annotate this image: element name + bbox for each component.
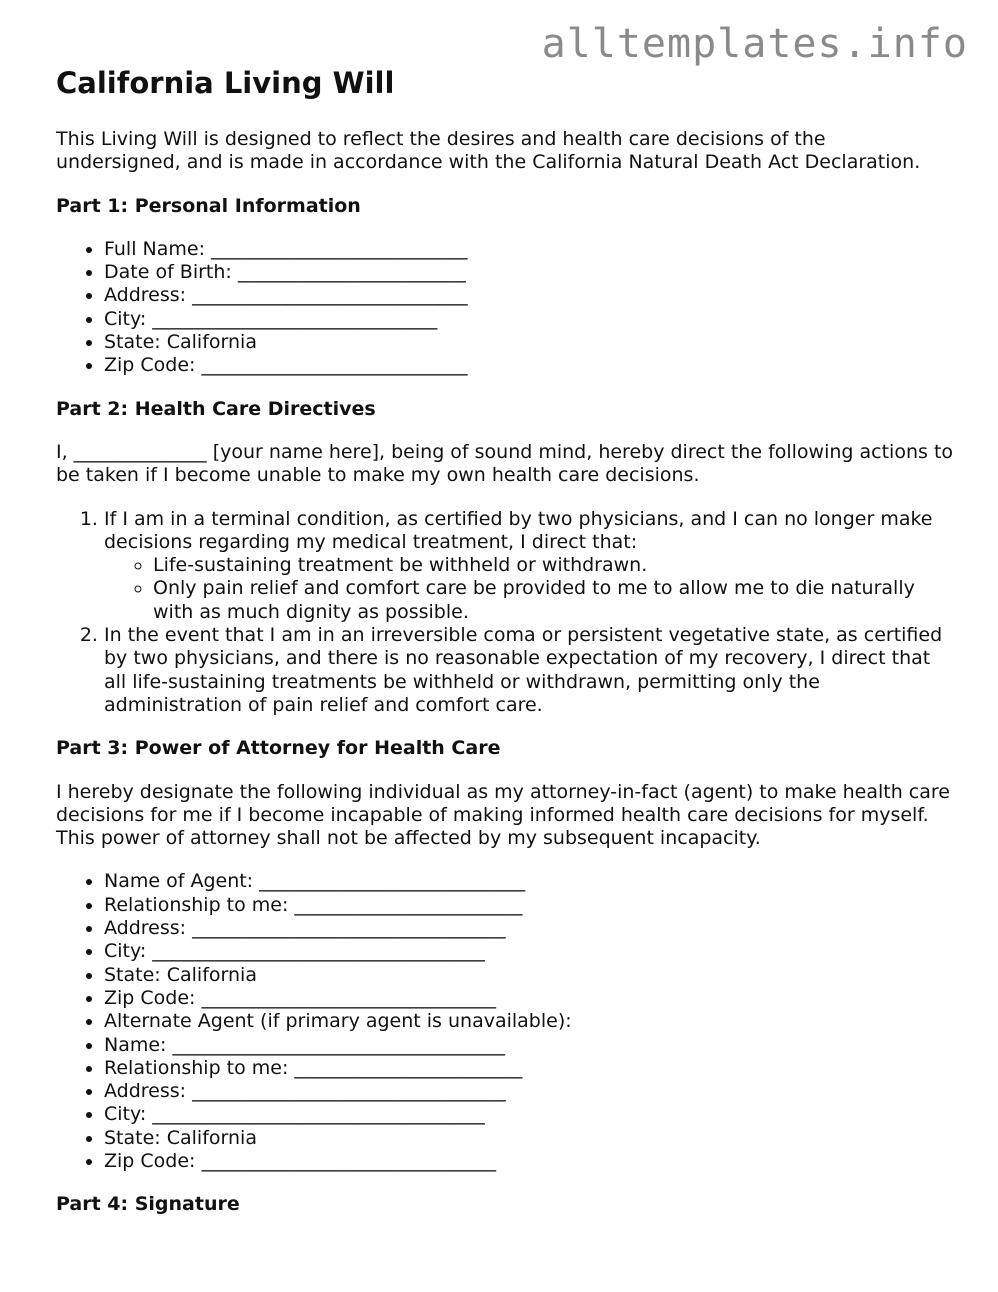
part3-intro: I hereby designate the following individual as my attorney-in-fact (agent) to make health care decisions for me if I become incapable of making informed health care decisions for myself. This power of attorney shall not be affected by my subsequent incapacity.	[56, 780, 950, 850]
directives-list	[56, 508, 956, 718]
agent-address-field: • Address: _________________________________	[104, 917, 956, 940]
directive-sub-item: ◦ Only pain relief and comfort care be provided to me to allow me to die naturally with as much dignity as possible.	[153, 577, 956, 624]
page-title: California Living Will	[56, 66, 395, 100]
part2-intro: I, ______________ [your name here], being of sound mind, hereby direct the following actions to be taken if I become unable to make my own health care decisions.	[56, 440, 954, 487]
directive-sub-list	[104, 554, 956, 624]
part2-heading: Part 2: Health Care Directives	[56, 397, 376, 420]
part3-heading: Part 3: Power of Attorney for Health Care	[56, 737, 501, 760]
state-field: • State: California	[104, 331, 956, 354]
agent-info-list	[56, 870, 956, 1173]
zip-code-field: • Zip Code: ____________________________	[104, 354, 956, 377]
alternate-address-field: • Address: _________________________________	[104, 1080, 956, 1103]
directive-text: If I am in a terminal condition, as certified by two physicians, and I can no longer make decisions regarding my medical treatment, I direct that:	[104, 507, 933, 553]
watermark: alltemplates.info	[541, 21, 968, 67]
alternate-agent-label: • Alternate Agent (if primary agent is unavailable):	[104, 1010, 956, 1033]
agent-city-field: • City: ___________________________________	[104, 940, 956, 963]
date-of-birth-field: • Date of Birth: ________________________	[104, 261, 956, 284]
alternate-zip-field: • Zip Code: _______________________________	[104, 1150, 956, 1173]
alternate-city-field: • City: ___________________________________	[104, 1103, 956, 1126]
alternate-state-field: • State: California	[104, 1127, 956, 1150]
document-body	[56, 128, 956, 1237]
directive-item	[104, 508, 956, 624]
directive-sub-item: ◦ Life-sustaining treatment be withheld or withdrawn.	[153, 554, 956, 577]
alternate-name-field: • Name: ___________________________________	[104, 1034, 956, 1057]
city-field: • City: ______________________________	[104, 308, 956, 331]
address-field: • Address: _____________________________	[104, 284, 956, 307]
agent-zip-field: • Zip Code: _______________________________	[104, 987, 956, 1010]
personal-info-list	[56, 238, 956, 378]
alternate-relationship-field: • Relationship to me: ________________________	[104, 1057, 956, 1080]
directive-item: 2. In the event that I am in an irreversible coma or persistent vegetative state, as certified by two physicians, and there is no reasonable expectation of my recovery, I direct that all life-sustaining treatments be withheld or withdrawn, permitting only the administration of pain relief and comfort care.	[104, 624, 956, 717]
agent-name-field: • Name of Agent: ____________________________	[104, 870, 956, 893]
part4-heading: Part 4: Signature	[56, 1193, 240, 1216]
part1-heading: Part 1: Personal Information	[56, 194, 361, 217]
intro-paragraph: This Living Will is designed to reflect the desires and health care decisions of the undersigned, and is made in accordance with the California Natural Death Act Declaration.	[56, 128, 921, 174]
full-name-field: • Full Name: ___________________________	[104, 238, 956, 261]
agent-relationship-field: • Relationship to me: ________________________	[104, 894, 956, 917]
agent-state-field: • State: California	[104, 964, 956, 987]
